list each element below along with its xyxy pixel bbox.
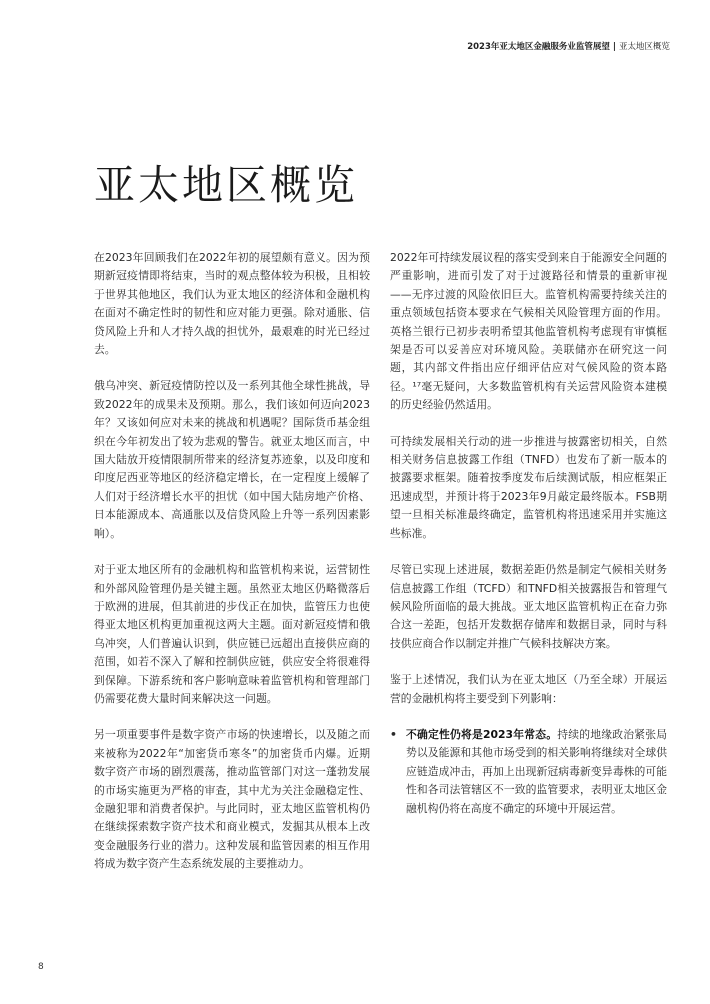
running-header: [467, 40, 670, 52]
page-title: 亚太地区概览: [94, 161, 358, 209]
bullet-marker: •: [390, 727, 397, 741]
paragraph: 尽管已实现上述进展，数据差距仍然是制定气候相关财务信息披露工作组（TCFD）和TNFD相关披露报告和管理气候风险所面临的最大挑战。亚太地区监管机构正在奋力弥合这一差距，包括开发数据存储库和数据目录，同时与科技供应商合作以制定并推广气候科技解决方案。: [390, 563, 667, 650]
right-column: [390, 249, 667, 818]
bullet-text: 持续的地缘政治紧张局势以及能源和其他市场受到的相关影响将继续对全球供应链造成冲击，再加上出现新冠病毒新变异毒株的可能性和各司法管辖区不一致的监管要求，表明亚太地区金融机构仍将在高度不确定的环境中开展运营。: [406, 727, 667, 815]
paragraph: 可持续发展相关行动的进一步推进与披露密切相关，自然相关财务信息披露工作组（TNFD）也发布了新一版本的披露要求框架。随着按季度发布后续测试版，相应框架正迅速成型，并预计将于2023年9月敲定最终版本。FSB期望一旦相关标准最终确定，监管机构将迅速采用并实施这些标准。: [390, 434, 667, 540]
page-number: 8: [38, 962, 44, 972]
paragraph: 2022年可持续发展议程的落实受到来自于能源安全问题的严重影响，进而引发了对于过渡路径和情景的重新审视——无序过渡的风险依旧巨大。监管机构需要持续关注的重点领域包括资本要求在气候相关风险管理方面的作用。英格兰银行已初步表明希望其他监管机构考虑现有审慎框架是否可以妥善应对环境风险。美联储亦在研究这一问题，其内部文件指出应仔细评估应对气候风险的资本路径。¹⁷毫无疑问，大多数监管机构有关运营风险资本建模的历史经验仍然适用。: [390, 251, 667, 412]
bullet-lead: 不确定性仍将是2023年常态。: [406, 727, 558, 741]
header-report-title: 2023年亚太地区金融服务业监管展望: [467, 42, 610, 52]
paragraph: 在2023年回顾我们在2022年初的展望颇有意义。因为预期新冠疫情即将结束，当时的观点整体较为积极，且相较于世界其他地区，我们认为亚太地区的经济体和金融机构在面对不确定性时的韧性和应对能力更强。除对通胀、信贷风险上升和人才持久战的担忧外，最艰难的时光已经过去。: [94, 251, 370, 357]
paragraph: 鉴于上述情况，我们认为在亚太地区（乃至全球）开展运营的金融机构将主要受到下列影响：: [390, 673, 667, 705]
header-section: 亚太地区概览: [618, 42, 670, 52]
bullet-item: [390, 726, 667, 818]
header-separator: |: [612, 42, 616, 52]
left-column: [94, 249, 370, 892]
paragraph: 俄乌冲突、新冠疫情防控以及一系列其他全球性挑战，导致2022年的成果未及预期。那么，我们该如何迈向2023年？又该如何应对未来的挑战和机遇呢？国际货币基金组织在今年初发出了较为悲观的警告。就亚太地区而言，中国大陆放开疫情限制所带来的经济复苏迹象，以及印度和印度尼西亚等地区的经济稳定增长，在一定程度上缓解了人们对于经济增长水平的担忧（如中国大陆房地产价格、日本能源成本、高通胀以及信贷风险上升等一系列因素影响）。: [94, 379, 370, 540]
paragraph: 对于亚太地区所有的金融机构和监管机构来说，运营韧性和外部风险管理仍是关键主题。虽然亚太地区仍略微落后于欧洲的进展，但其前进的步伐正在加快，监管压力也使得亚太地区机构更加重视这两大主题。面对新冠疫情和俄乌冲突，人们普遍认识到，供应链已远超出直接供应商的范围，如若不深入了解和控制供应链，供应安全将很难得到保障。下游系统和客户影响意味着监管机构和管理部门仍需要花费大量时间来解决这一问题。: [94, 563, 370, 705]
paragraph: 另一项重要事件是数字资产市场的快速增长，以及随之而来被称为2022年“加密货币寒冬”的加密货币内爆。近期数字资产市场的剧烈震荡，推动监管部门对这一蓬勃发展的市场实施更为严格的审查，其中尤为关注金融稳定性、金融犯罪和消费者保护。与此同时，亚太地区监管机构仍在继续探索数字资产技术和商业模式，发掘其从根本上改变金融服务行业的潜力。这种发展和监管因素的相互作用将成为数字资产生态系统发展的主要推动力。: [94, 728, 370, 871]
